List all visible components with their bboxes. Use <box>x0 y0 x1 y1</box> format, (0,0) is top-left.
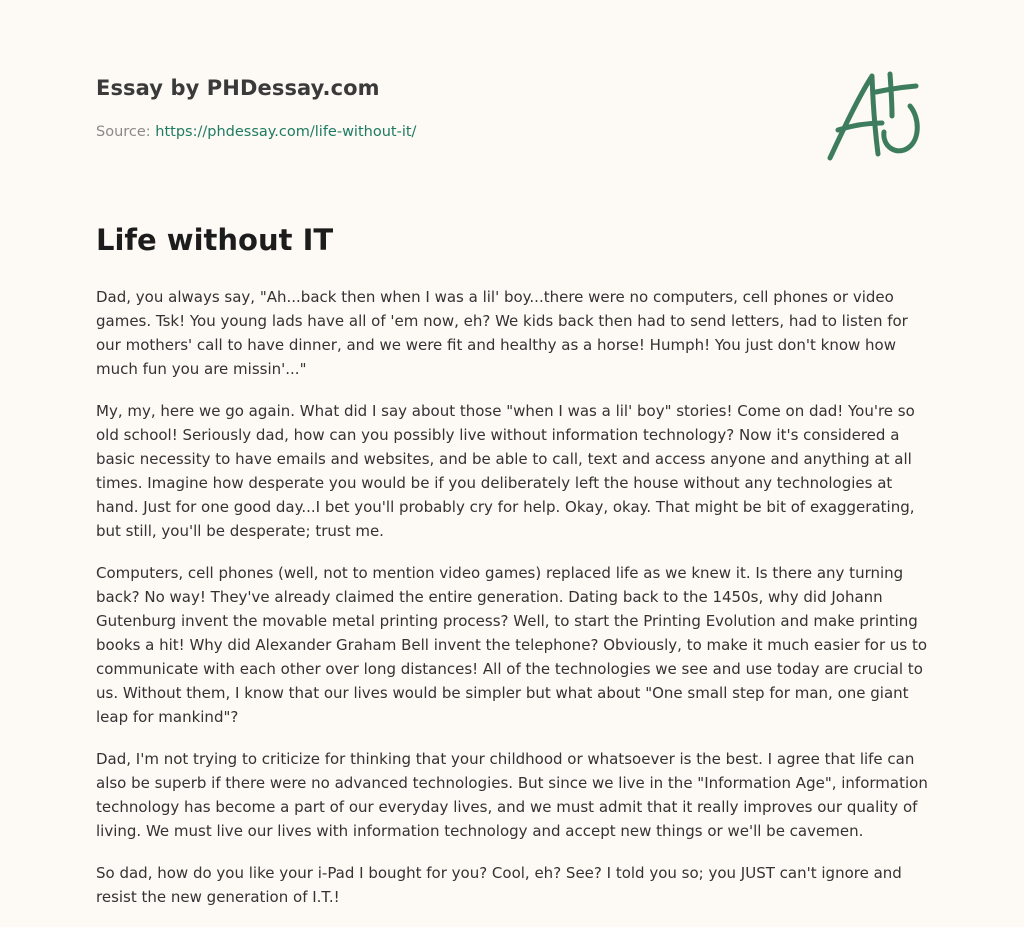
site-brand: Essay by PHDessay.com <box>96 76 380 100</box>
source-link[interactable]: https://phdessay.com/life-without-it/ <box>155 124 417 140</box>
paragraph: Computers, cell phones (well, not to mention video games) replaced life as we knew it. Is there any turning back? No way! They've already claimed the entire generation. Dating back to the 1450s, why did Johann Gutenburg invent the movable metal printing process? Well, to start the Printing Evolution and make printing books a hit! Why did Alexander Graham Bell invent the telephone? Obviously, to make it much easier for us to communicate with each other over long distances! All of the technologies we see and use today are crucial to us. Without them, I know that our lives would be simpler but what about "One small step for man, one giant leap for mankind"? <box>96 564 928 726</box>
paragraph: So dad, how do you like your i-Pad I bought for you? Cool, eh? See? I told you so; you JUST can't ignore and resist the new generation of I.T.! <box>96 864 902 906</box>
a-plus-grade-logo-icon <box>818 66 930 166</box>
essay-body <box>96 285 931 927</box>
source-line <box>96 124 416 140</box>
source-label: Source: <box>96 124 151 140</box>
paragraph: Dad, I'm not trying to criticize for thinking that your childhood or whatsoever is the best. I agree that life can also be superb if there were no advanced technologies. But since we live in the "Information Age", information technology has become a part of our everyday lives, and we must admit that it really improves our quality of living. We must live our lives with information technology and accept new things or we'll be cavemen. <box>96 750 928 840</box>
paragraph: My, my, here we go again. What did I say about those "when I was a lil' boy" stories! Come on dad! You're so old school! Seriously dad, how can you possibly live without information technology? Now it's considered a basic necessity to have emails and websites, and be able to call, text and access anyone and anything at all times. Imagine how desperate you would be if you deliberately left the house without any technologies at hand. Just for one good day...I bet you'll probably cry for help. Okay, okay. That might be bit of exaggerating, but still, you'll be desperate; trust me. <box>96 402 915 540</box>
essay-title: Life without IT <box>96 223 334 257</box>
paragraph: Dad, you always say, "Ah...back then when I was a lil' boy...there were no computers, cell phones or video games. Tsk! You young lads have all of 'em now, eh? We kids back then had to send letters, had to listen for our mothers' call to have dinner, and we were fit and healthy as a horse! Humph! You just don't know how much fun you are missin'..." <box>96 288 908 378</box>
